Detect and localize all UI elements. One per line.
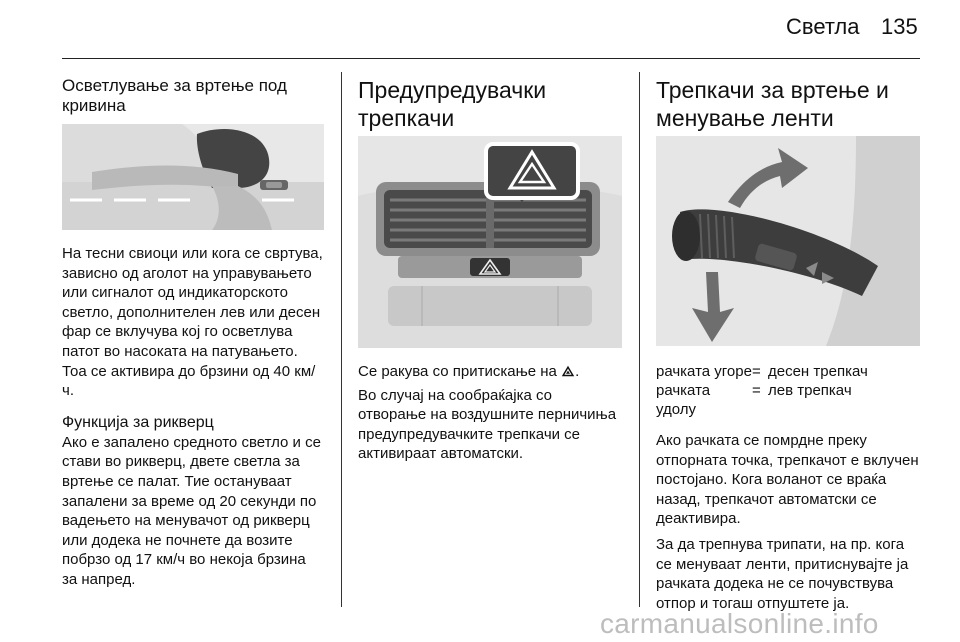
lane-change-text: За да трепнува трипати, на пр. кога се менуваат ленти, притиснувајте ја рачката додека не се почувствува отпор и тогаш отпуштете ја. bbox=[656, 535, 909, 612]
reverse-function-heading: Функција за рикверц bbox=[62, 413, 214, 431]
column-divider-2 bbox=[639, 72, 640, 607]
column-hazard-flashers bbox=[358, 76, 624, 464]
column-cornering-light bbox=[62, 76, 324, 590]
column-turn-signals bbox=[656, 76, 922, 613]
watermark: carmanualsonline.info bbox=[600, 608, 879, 639]
page-number: 135 bbox=[881, 14, 918, 39]
legend-term: рачката угоре bbox=[656, 363, 752, 380]
legend-row bbox=[656, 381, 868, 419]
legend-row bbox=[656, 362, 868, 381]
legend-desc: десен трепкач bbox=[768, 363, 868, 380]
hazard-operation-text-after: . bbox=[575, 363, 580, 380]
legend-sep: = bbox=[752, 363, 761, 380]
turn-signal-permanent-text: Ако рачката се помрдне преку отпорната точка, трепкачот е вклучен постојано. Кога воланот се враќа назад, трепкачот автоматски се деактивира. bbox=[656, 432, 919, 528]
legend-desc: лев трепкач bbox=[768, 382, 852, 399]
header-rule bbox=[62, 58, 920, 59]
legend-term: рачката удолу bbox=[656, 382, 711, 418]
turn-signal-legend bbox=[656, 362, 868, 419]
cornering-light-illustration bbox=[62, 124, 324, 230]
section-title: Светла bbox=[786, 14, 860, 39]
turn-signal-lever-illustration bbox=[656, 136, 920, 346]
cornering-light-text: На тесни свиоци или кога се свртува, зависно од аголот на управувањето или сигналот од индикаторското светло, дополнителен лев или десен фар се вклучува кој го осветлува патот во насоката на патувањето. Тоа се активира до брзини од 40 км/ч. bbox=[62, 245, 323, 400]
hazard-airbag-text: Во случај на сообраќајка со отворање на воздушните перничиња предупредувачките трепкачи се активираат автоматски. bbox=[358, 386, 617, 463]
hazard-operation-text-before: Се ракува со притискање на bbox=[358, 363, 557, 380]
hazard-flashers-heading: Предупредувачки трепкачи bbox=[358, 77, 547, 131]
turn-signals-heading: Трепкачи за вртење и менување ленти bbox=[656, 77, 889, 131]
column-divider-1 bbox=[341, 72, 342, 607]
reverse-function-text: Ако е запалено средното светло и се стави во рикверц, двете светла за вртење се палат. Тие остануваат запалени за време од 20 секунди по вадењето на менувачот од рикверц или додека не почнете да возите побрзо од 17 км/ч во некоја брзина за напред. bbox=[62, 433, 321, 588]
legend-sep: = bbox=[752, 382, 761, 399]
hazard-switch-illustration bbox=[358, 136, 622, 348]
hazard-operation-text bbox=[358, 362, 624, 382]
cornering-light-heading: Осветлување за вртење под кривина bbox=[62, 76, 287, 115]
hazard-triangle-icon bbox=[561, 365, 575, 377]
